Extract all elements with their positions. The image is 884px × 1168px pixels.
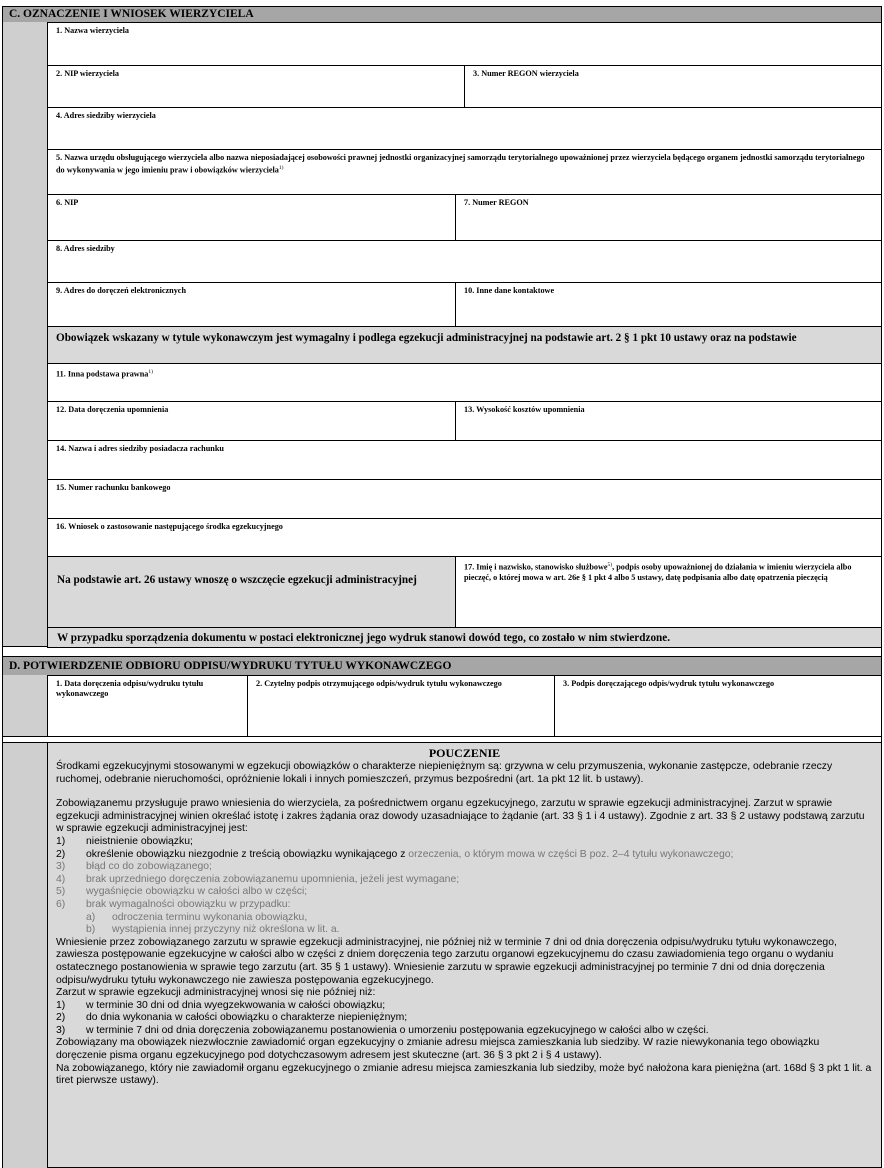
- field-reminder-cost[interactable]: [455, 401, 882, 441]
- electronic-copy-note-text: W przypadku sporządzenia dokumentu w postaci elektronicznej jego wydruk stanowi dowód tego, co zostało w nim stwierdzone.: [57, 632, 671, 644]
- sub-list-item: [56, 912, 873, 925]
- list-item: [56, 886, 873, 899]
- list-number: 4): [56, 873, 66, 885]
- list-text: wygaśnięcie obowiązku w całości albo w części;: [86, 886, 308, 898]
- field-enforcement-measure-label: 16. Wniosek o zastosowanie następującego środka egzekucyjnego: [56, 522, 283, 531]
- field-creditor-address-label: 4. Adres siedziby wierzyciela: [56, 111, 156, 120]
- list-number: 2): [56, 1012, 66, 1024]
- section-separator: [2, 647, 882, 656]
- field-deliverer-signature-label: 3. Podpis doręczającego odpis/wydruk tytułu wykonawczego: [563, 679, 775, 688]
- field-electronic-address-label: 9. Adres do doręczeń elektronicznych: [56, 286, 186, 295]
- list-number: 1): [56, 999, 66, 1011]
- section-c-header: [2, 6, 882, 23]
- pouczenie-p3: Wniesienie przez zobowiązanego zarzutu w sprawie egzekucji administracyjnej, nie później niż w terminie 7 dni od dnia doręczenia odpisu/wydruku tytułu wykonawczego, zawiesza postępowanie egzekucyjne w całości albo w części z dniem doręczenia tego zarzutu organowi egzekucyjnemu do czasu zawiadomienia tego organu o wydaniu ostatecznego postanowienia w sprawie tego zarzutu (art. 35 § 1 ustawy). Wniesienie zarzutu w sprawie egzekucji administracyjnej po terminie 7 dni od dnia doręczenia odpisu/wydruku tytułu wykonawczego nie zawiesza postępowania egzekucyjnego.: [56, 936, 837, 986]
- list-item: [56, 1000, 873, 1013]
- list-text: nieistnienie obowiązku;: [86, 835, 193, 847]
- field-creditor-address[interactable]: [47, 107, 882, 150]
- sub-list-item: [56, 924, 873, 937]
- field-bank-account[interactable]: [47, 479, 882, 519]
- pouczenie-margin: [2, 742, 48, 1168]
- list-number: 1): [56, 835, 66, 847]
- field-creditor-regon[interactable]: [464, 65, 882, 108]
- field-address[interactable]: [47, 240, 882, 283]
- list-text: odroczenia terminu wykonania obowiązku,: [112, 911, 308, 923]
- field-creditor-name-label: 1. Nazwa wierzyciela: [56, 26, 129, 35]
- list-text: w terminie 30 dni od dnia wyegzekwowania w całości obowiązku;: [86, 999, 386, 1011]
- pouczenie-p6: Na zobowiązanego, który nie zawiadomił organu egzekucyjnego o zmianie adresu miejsca zamieszkania lub siedziby, może być nałożona kara pieniężna (art. 168d § 3 pkt 1 lit. a tiret pierwsze ustawy).: [56, 1062, 872, 1087]
- field-receipt-date-label: 1. Data doręczenia odpisu/wydruku tytułu wykonawczego: [56, 679, 204, 698]
- footnote-ref-1b: 1): [148, 369, 153, 375]
- field-signature-label-a: 17. Imię i nazwisko, stanowisko służbowe: [464, 562, 608, 572]
- list-text: brak uprzedniego doręczenia zobowiązanemu upomnienia, jeżeli jest wymagane;: [86, 873, 460, 885]
- pouczenie-p5: Zobowiązany ma obowiązek niezwłocznie zawiadomić organ egzekucyjny o zmianie adresu miejsca zamieszkania lub siedziby. W razie niewykonania tego obowiązku doręczenie pisma organu egzekucyjnego pod dotychczasowym adresem jest skuteczne (art. 36 § 3 pkt 2 i § 4 ustawy).: [56, 1037, 820, 1062]
- field-office-name-label: 5. Nazwa urzędu obsługującego wierzyciela albo nazwa nieposiadającej osobowości prawnej jednostki organizacyjnej samorządu terytorialnego upoważnionej przez wierzyciela będącego organem jednostki samorządu terytorialnego do wykonywania w jego imieniu praw i obowiązków wierzyciela: [56, 153, 865, 175]
- list-item: [56, 899, 873, 912]
- section-d-margin: [2, 675, 48, 737]
- list-text: wystąpienia innej przyczyny niż określona w lit. a.: [112, 924, 340, 936]
- section-d-title: D. POTWIERDZENIE ODBIORU ODPISU/WYDRUKU TYTUŁU WYKONAWCZEGO: [9, 660, 452, 672]
- field-receipt-date[interactable]: [47, 675, 248, 737]
- field-address-label: 8. Adres siedziby: [56, 244, 115, 253]
- pouczenie-box: [47, 742, 882, 1168]
- field-other-legal-basis-label: 11. Inna podstawa prawna: [56, 369, 149, 379]
- field-nip[interactable]: [47, 194, 456, 241]
- field-regon[interactable]: [455, 194, 882, 241]
- pouczenie-title: POUCZENIE: [428, 746, 501, 760]
- pouczenie-p2: Zobowiązanemu przysługuje prawo wniesienia do wierzyciela, za pośrednictwem organu egzekucyjnego, zarzutu w sprawie egzekucji administracyjnej. Zarzut w sprawie egzekucji administracyjnej winien określać istotę i zakres żądania oraz dowody uzasadniające to żądanie (art. 33 § 1 i 4 ustawy). Zgodnie z art. 33 § 2 ustawy podstawą zarzutu w sprawie egzekucji administracyjnej jest:: [56, 798, 865, 835]
- obligation-statement-text: Obowiązek wskazany w tytule wykonawczym jest wymagalny i podlega egzekucji administracyjnej na podstawie art. 2 § 1 pkt 10 ustawy oraz na podstawie: [56, 332, 797, 344]
- section-c-margin: [2, 22, 48, 647]
- field-enforcement-measure[interactable]: [47, 518, 882, 557]
- field-electronic-address[interactable]: [47, 282, 456, 327]
- footnote-ref-5: 5): [607, 562, 613, 568]
- field-contact-data-label: 10. Inne dane kontaktowe: [464, 286, 555, 295]
- list-letter: b): [86, 924, 96, 936]
- field-regon-label: 7. Numer REGON: [464, 198, 529, 207]
- field-deliverer-signature[interactable]: [554, 675, 882, 737]
- list-text: do dnia wykonania w całości obowiązku o charakterze niepieniężnym;: [86, 1012, 408, 1024]
- list-number: 3): [56, 1024, 66, 1036]
- list-text: [86, 849, 733, 862]
- field-recipient-signature-label: 2. Czytelny podpis otrzymującego odpis/wydruk tytułu wykonawczego: [256, 679, 502, 688]
- list-number: 3): [56, 861, 66, 873]
- list-item: [56, 849, 873, 862]
- field-reminder-date-label: 12. Data doręczenia upomnienia: [56, 405, 169, 414]
- field-other-legal-basis[interactable]: [47, 363, 882, 402]
- section-c-title: C. OZNACZENIE I WNIOSEK WIERZYCIELA: [9, 8, 254, 20]
- field-office-name[interactable]: [47, 149, 882, 195]
- list-item: [56, 1025, 873, 1038]
- pouczenie-p4: Zarzut w sprawie egzekucji administracyjnej wnosi się nie później niż:: [56, 987, 376, 999]
- list-number: 2): [56, 848, 66, 860]
- list-item: [56, 1012, 873, 1025]
- field-recipient-signature[interactable]: [247, 675, 555, 737]
- field-creditor-nip[interactable]: [47, 65, 465, 108]
- list-item: [56, 874, 873, 887]
- list-text-a: określenie obowiązku niezgodnie z treścią obowiązku wynikającego z: [86, 848, 409, 860]
- initiation-request: [47, 556, 456, 628]
- list-number: 6): [56, 898, 66, 910]
- field-contact-data[interactable]: [455, 282, 882, 327]
- obligation-statement: [47, 326, 882, 364]
- field-creditor-nip-label: 2. NIP wierzyciela: [56, 69, 119, 78]
- electronic-copy-note: [47, 627, 882, 648]
- list-letter: a): [86, 911, 96, 923]
- field-reminder-date[interactable]: [47, 401, 456, 441]
- list-number: 5): [56, 886, 66, 898]
- list-text: brak wymagalności obowiązku w przypadku:: [86, 898, 291, 910]
- list-text-b: orzeczenia, o którym mowa w części B poz. 2–4 tytułu wykonawczego;: [408, 848, 734, 860]
- initiation-request-text: Na podstawie art. 26 ustawy wnoszę o wszczęcie egzekucji administracyjnej: [57, 574, 417, 586]
- field-account-holder-label: 14. Nazwa i adres siedziby posiadacza rachunku: [56, 444, 224, 453]
- footnote-ref-1: 1): [278, 165, 284, 171]
- field-bank-account-label: 15. Numer rachunku bankowego: [56, 483, 171, 492]
- field-signature-label-b: , podpis osoby upoważnionej do działania w imieniu wierzyciela albo pieczęć, o której mowa w art. 26e § 1 pkt 4 albo 5 ustawy, datę podpisania albo datę opatrzenia pieczęcią: [464, 562, 852, 583]
- field-signature[interactable]: [455, 556, 882, 628]
- field-nip-label: 6. NIP: [56, 198, 79, 207]
- field-creditor-name[interactable]: [47, 22, 882, 66]
- field-creditor-regon-label: 3. Numer REGON wierzyciela: [473, 69, 579, 78]
- list-item: [56, 861, 873, 874]
- field-account-holder[interactable]: [47, 440, 882, 480]
- list-text: błąd co do zobowiązanego;: [86, 861, 212, 873]
- field-reminder-cost-label: 13. Wysokość kosztów upomnienia: [464, 405, 585, 414]
- list-item: [56, 836, 873, 849]
- list-text: w terminie 7 dni od dnia doręczenia zobowiązanemu postanowienia o umorzeniu postępowania egzekucyjnego w całości albo w części.: [86, 1024, 709, 1036]
- pouczenie-p1: Środkami egzekucyjnymi stosowanymi w egzekucji obowiązków o charakterze niepieniężnym są: grzywna w celu przymuszenia, wykonanie zastępcze, odebranie rzeczy ruchomej, odebranie nieruchomości, opróżnienie lokali i innych pomieszczeń, przymus bezpośredni (art. 1a pkt 12 lit. b ustawy).: [56, 761, 833, 785]
- section-d-header: [2, 656, 882, 676]
- spacer: [56, 786, 873, 798]
